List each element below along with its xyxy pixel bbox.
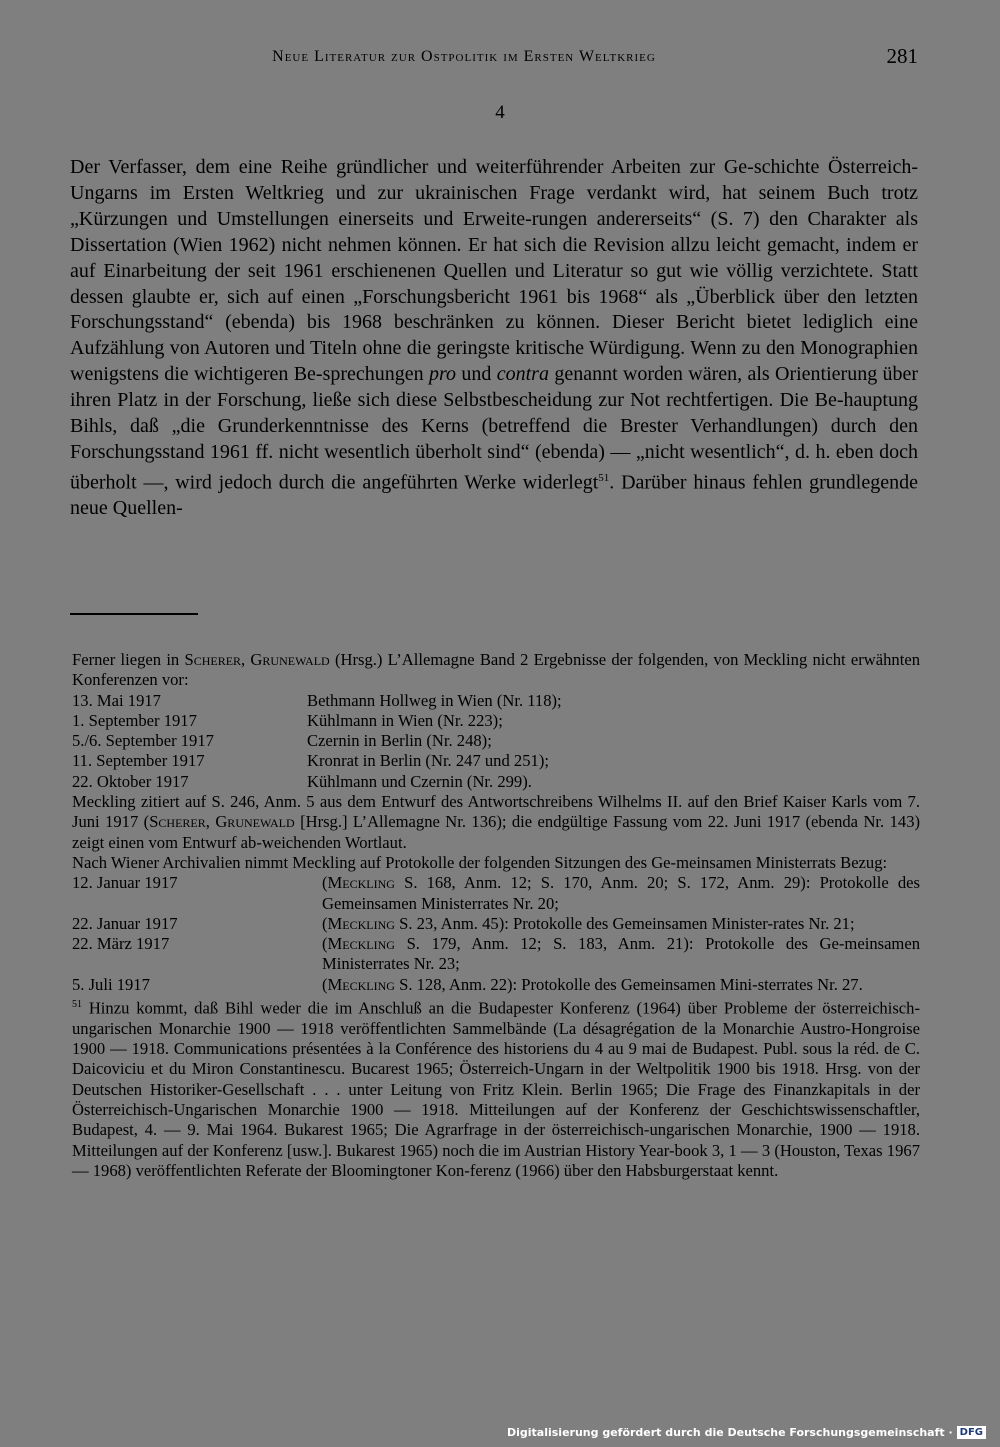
footnote-meckling	[72, 792, 920, 853]
conference-date: 5./6. September 1917	[72, 731, 214, 751]
session-desc-text: S. 179, Anm. 12; S. 183, Anm. 21): Protokolle des Ge-meinsamen Ministerrates Nr. 23;	[322, 934, 921, 974]
conference-date: 11. September 1917	[72, 751, 205, 771]
emphasis-contra: contra	[496, 363, 549, 386]
body-text-part: Der Verfasser, dem eine Reihe gründlicher und weiterführender Arbeiten zur Ge-schichte Österreich-Ungarns im Ersten Weltkrieg und zur ukrainischen Frage verdankt wird, hat seinem Buch trotz „Kürzungen und Umstellungen einerseits und Erweite-rungen andererseits“ (S. 7) den Charakter als Dissertation (Wien 1962) nicht nehmen können. Er hat sich die Revision allzu leicht gemacht, indem er auf Einarbeitung der seit 1961 erschienenen Quellen und Literatur so gut wie völlig verzichtete. Statt dessen glaubte er, sich auf einen „Forschungsbericht 1961 bis 1968“ als „Überblick über den letzten Forschungsstand“ (ebenda) bis 1968 beschränken zu können. Dieser Bericht bietet lediglich eine Aufzählung von Autoren und Titeln ohne die geringste kritische Würdigung. Wenn zu den Monographien wenigstens die wichtigeren Be-sprechungen	[70, 156, 918, 386]
conference-desc: Kühlmann und Czernin (Nr. 299).	[307, 771, 532, 791]
session-desc: (Meckling S. 168, Anm. 12; S. 170, Anm. 20; S. 172, Anm. 29): Protokolle des Gemeinsamen Ministerrates Nr. 20;	[322, 873, 920, 913]
body-text-part: genannt worden wären, als Orientierung über ihren Platz in der Forschung, ließe sich diese Selbstbescheidung zur Not rechtfertigen. Die Be-hauptung Bihls, daß „die Grunderkenntnisse des Kerns (betreffend die Brester Verhandlungen) durch den Forschungsstand 1961 ff. nicht wesentlich überholt sind“ (ebenda) — „nicht wesentlich“, d. h. eben doch überholt —, wird jedoch durch die angeführten Werke widerlegt	[70, 363, 919, 494]
conference-desc: Kühlmann in Wien (Nr. 223);	[307, 710, 503, 730]
footnote-text: Hinzu kommt, daß Bihl weder die im Anschluß an die Budapester Konferenz (1964) über Probleme der österreichisch-ungarischen Monarchie 1900 — 1918 veröffentlichten Sammelbände (La désagrégation de la Monarchie Austro-Hongroise 1900 — 1918. Communications présentées à la Conférence des historiens du 4 au 9 mai de Budapest. Publ. sous la réd. de C. Daicoviciu et du Miron Constantinescu. Bucarest 1965; Österreich-Ungarn in der Weltpolitik 1900 bis 1918. Hrsg. von der Deutschen Historiker-Gesellschaft . . . unter Leitung von Fritz Klein. Berlin 1965; Die Frage des Finanzkapitals in der Österreichisch-Ungarischen Monarchie 1900 — 1918. Mitteilungen auf der Konferenz der Geschichtswissenschaftler, Budapest, 4. — 9. Mai 1964. Bukarest 1965; Die Agrarfrage in der österreichisch-ungarischen Monarchie, 1900 — 1918. Mitteilungen auf der Konferenz [usw.]. Bukarest 1965) noch die im Austrian History Year-book 3, 1 — 3 (Houston, Texas 1967 — 1968) veröffentlichten Referate der Bloomingtoner Kon-ferenz (1966) über den Habsburgerstaat kennt.	[72, 998, 920, 1180]
session-desc-text: S. 128, Anm. 22): Protokolle des Gemeinsamen Mini-sterrates Nr. 27.	[399, 974, 863, 994]
conference-row	[72, 772, 920, 792]
conference-row	[72, 731, 920, 751]
footnote-text: Ferner liegen in	[72, 650, 180, 669]
session-date: 12. Januar 1917	[72, 873, 178, 893]
author-names: Meckling	[327, 934, 395, 954]
session-desc-text: S. 168, Anm. 12; S. 170, Anm. 20; S. 172, Anm. 29): Protokolle des Gemeinsamen Ministerrates Nr. 20;	[322, 873, 920, 913]
conference-date: 1. September 1917	[72, 710, 197, 730]
footnote-intro	[72, 650, 920, 691]
conference-row	[72, 691, 920, 711]
session-date: 22. Januar 1917	[72, 913, 178, 933]
conference-date: 22. Oktober 1917	[72, 771, 189, 791]
body-text-part: und	[461, 363, 492, 386]
dfg-logo[interactable]: DFG	[957, 1426, 986, 1439]
footnote-51	[72, 995, 920, 1181]
footnote-reference[interactable]: 51	[598, 471, 610, 484]
credit-text: Digitalisierung gefördert durch die Deutsche Forschungsgemeinschaft ·	[506, 1426, 953, 1439]
conference-row	[72, 711, 920, 731]
footnote-text: [Hrsg.] L’Allemagne Nr. 136); die endgültige Fassung vom 22. Juni 1917 (ebenda Nr. 143) zeigt einen vom Entwurf ab-weichenden Wortlaut.	[72, 812, 921, 852]
session-row	[72, 934, 920, 975]
session-desc: (Meckling S. 23, Anm. 45): Protokolle des Gemeinsamen Minister-rates Nr. 21;	[322, 913, 855, 933]
page-number: 281	[886, 44, 918, 68]
author-names: Scherer, Grunewald	[184, 650, 330, 669]
session-row	[72, 873, 920, 914]
footnote-archival: Nach Wiener Archivalien nimmt Meckling auf Protokolle der folgenden Sitzungen des Ge-meinsamen Ministerrats Bezug:	[72, 852, 888, 872]
conference-desc: Czernin in Berlin (Nr. 248);	[307, 731, 492, 751]
author-names: Meckling	[327, 873, 395, 893]
page-header	[70, 44, 918, 74]
digitization-credit	[507, 1426, 986, 1439]
session-desc: (Meckling S. 179, Anm. 12; S. 183, Anm. 21): Protokolle des Ge-meinsamen Ministerrates Nr. 23;	[322, 934, 921, 974]
session-row	[72, 914, 920, 934]
author-names: Meckling	[327, 913, 395, 933]
session-date: 5. Juli 1917	[72, 974, 150, 994]
footnote-number: 51	[72, 999, 82, 1011]
session-desc-text: S. 23, Anm. 45): Protokolle des Gemeinsamen Minister-rates Nr. 21;	[399, 913, 855, 933]
author-names: Scherer, Grunewald	[149, 812, 295, 832]
footnotes	[72, 650, 920, 1181]
session-row	[72, 975, 920, 995]
running-title: Neue Literatur zur Ostpolitik im Ersten Weltkrieg	[272, 48, 656, 65]
conference-desc: Bethmann Hollweg in Wien (Nr. 118);	[307, 690, 562, 710]
section-number: 4	[495, 102, 505, 123]
emphasis-pro: pro	[429, 363, 457, 386]
body-text-part: . Darüber hinaus fehlen grundlegende neue Quellen-	[70, 471, 918, 520]
footnote-text: Meckling zitiert auf S. 246, Anm. 5 aus dem Entwurf des Antwortschreibens Wilhelms II. auf den Brief Kaiser Karls vom 7. Juni 1917 (	[72, 792, 920, 832]
author-names: Meckling	[327, 974, 395, 994]
session-date: 22. März 1917	[72, 934, 170, 954]
footnote-text: (Hrsg.) L’Allemagne Band 2 Ergebnisse der folgenden, von Meckling nicht erwähnten Konferenzen vor:	[72, 650, 920, 690]
conference-desc: Kronrat in Berlin (Nr. 247 und 251);	[307, 751, 549, 771]
conference-date: 13. Mai 1917	[72, 690, 161, 710]
session-desc: (Meckling S. 128, Anm. 22): Protokolle des Gemeinsamen Mini-sterrates Nr. 27.	[322, 974, 863, 994]
conference-row	[72, 751, 920, 771]
body-paragraph	[70, 155, 918, 522]
footnote-separator	[70, 613, 198, 615]
